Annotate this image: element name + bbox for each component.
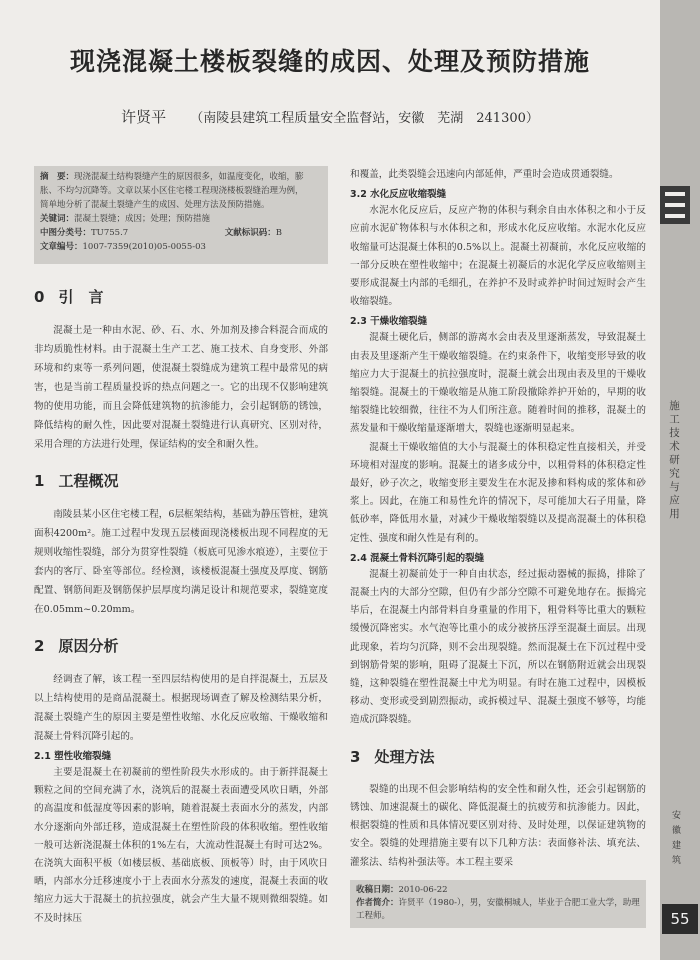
section-heading-2: [34, 635, 328, 656]
clc-value: TU755.7: [91, 228, 129, 238]
doc-code: [225, 226, 282, 240]
section-heading-1: [34, 470, 328, 491]
left-column: [34, 270, 328, 928]
subsection-heading: 2.4 混凝土骨料沉降引起的裂缝: [350, 552, 485, 564]
article-number-line: [40, 240, 322, 254]
paragraph: 混凝土干燥收缩值的大小与混凝土的体积稳定性直接相关，并受环境相对湿度的影响。混凝土的诸多成分中，以粗骨料的体积稳定性最好，砂子次之，收缩变形主要发生在水泥及掺和料构成的浆体和砂浆上。因此，在施工和易性允许的情况下，尽可能加大石子用量，降低砂率，降低用水量，对减少干燥收缩裂缝以及提高混凝土的体积稳定性、强度和耐久性是有利的。: [350, 441, 646, 544]
section-title: 引 言: [58, 288, 104, 306]
author-affiliation: （南陵县建筑工程质量安全监督站，安徽 芜湖 241300）: [190, 111, 539, 126]
section-title: 工程概况: [58, 472, 119, 490]
abstract-label: 摘 要：: [40, 172, 75, 182]
keywords-label: 关键词：: [40, 214, 75, 224]
paragraph: 南陵县某小区住宅楼工程，6层框架结构，基础为静压管桩，建筑面积4200m²。施工过程中发现五层楼面现浇楼板出现不同程度的无规则收缩性裂缝，部分为贯穿性裂缝（板底可见渗水痕迹），主要位于套内的客厅、卧室等部位。经检测，该楼板混凝土强度及厚度、钢筋配置、钢筋间距及钢筋保护层厚度均满足设计和规范要求，裂缝宽度在0.05mm~0.20mm。: [34, 509, 328, 615]
subsection-heading: 2.1 塑性收缩裂缝: [34, 751, 112, 762]
abstract-line-3: 简单地分析了混凝土裂缝产生的成因、处理方法及预防措施。: [40, 200, 270, 210]
author-line: [0, 106, 660, 127]
paragraph: 经调查了解，该工程一至四层结构使用的是自拌混凝土，五层及以上结构使用的是商品混凝土。根据现场调查了解及检测结果分析，混凝土裂缝产生的原因主要是塑性收缩、水化反应收缩、干燥收缩和混凝土骨料沉降引起的。: [34, 674, 328, 742]
section-title: 原因分析: [58, 637, 119, 655]
footnote-box: [350, 880, 646, 928]
article-number-label: 文章编号：: [40, 242, 83, 252]
received-date-line: [356, 884, 640, 897]
paragraph: 混凝土硬化后，侧部的游离水会由表及里逐渐蒸发，导致混凝土由表及里逐渐产生干燥收缩裂缝。在约束条件下，收缩变形导致的收缩应力大于混凝土的抗拉强度时，混凝土就会出现由表及里的干燥收缩裂缝。混凝土的干燥收缩是从施工阶段撤除养护开始的，早期的收缩裂缝比较细微，往往不为人们所注意。随着时间的推移，混凝土的蒸发量和干燥收缩量逐渐增大，裂缝也逐渐明显起来。: [350, 332, 646, 435]
abstract-line-2: 胀、不均匀沉降等。文章以某小区住宅楼工程现浇楼板裂缝治理为例，: [40, 186, 304, 196]
article-title: 现浇混凝土楼板裂缝的成因、处理及预防措施: [69, 47, 590, 76]
paragraph: 主要是混凝土在初凝前的塑性阶段失水形成的。由于新拌混凝土颗粒之间的空间充满了水，浇筑后的混凝土表面遭受风吹日晒，外部的高温度和低湿度等因素的影响，随着混凝土表面水分的蒸发，内部水分逐渐向外部迁移，造成混凝土在塑性阶段的体积收缩。塑性收缩一般可达新浇混凝土体积的1%左右，大流动性混凝土有时可达2%。在浇筑大面积平板（如楼层板、基础底板、顶板等）时，由于风吹日晒，内部水分迁移速度小于上表面水分蒸发的速度，混凝土表面的收缩应力远大于混凝土的抗拉强度，就会产生大量不规则微细裂缝。如不及时抹压: [34, 767, 328, 924]
author-bio: 许贤平（1980-），男，安徽桐城人，毕业于合肥工业大学，助理工程师。: [356, 898, 640, 921]
section-label: 施工技术研究与应用: [668, 400, 680, 522]
section-number: 2: [34, 637, 45, 655]
right-column: [350, 166, 646, 872]
clc-code: [40, 226, 128, 240]
doc-code-label: 文献标识码：: [224, 228, 276, 238]
author-name: 许贤平: [121, 108, 167, 126]
keywords: 混凝土裂缝；成因；处理；预防措施: [74, 214, 211, 224]
abstract-text: 现浇混凝土结构裂缝产生的原因很多，如温度变化，收缩，膨: [74, 172, 304, 182]
abstract-line-1: [40, 170, 322, 184]
received-label: 收稿日期：: [356, 885, 399, 895]
section-heading-3: [350, 746, 646, 767]
paragraph: 裂缝的出现不但会影响结构的安全性和耐久性，还会引起钢筋的锈蚀、加速混凝土的碳化、降低混凝土的抗疲劳和抗渗能力。因此，根据裂缝的性质和具体情况要区别对待、及时处理，以保证建筑物的安全。裂缝的处理措施主要有以下几种方法：表面修补法、填充法、灌浆法、结构补强法等。本工程主要采: [350, 783, 646, 868]
keywords-line: [40, 212, 322, 226]
doc-code-value: B: [275, 228, 282, 238]
section-heading-0: [34, 286, 328, 307]
section-number: 0: [34, 288, 45, 306]
abstract-box: [34, 166, 328, 264]
paragraph: 混凝土初凝前处于一种自由状态，经过振动器械的振捣，排除了混凝土内的大部分空隙，但仍有少部分空隙不可避免地存在。振捣完毕后，在混凝土内部骨料自身重量的作用下，粗骨料等比重大的颗粒缓慢沉降密实。水气泡等比重小的成分被挤压浮至混凝土面层。出现此现象，若均匀沉降，则不会出现裂缝。然而混凝土在下沉过程中受到钢筋骨架的影响，阻碍了混凝土下沉，所以在钢筋附近就会出现裂缝，这种裂缝在塑性混凝土中尤为明显。有时在施工过程中，因模板移动、变形或受到剧烈振动，或拆模过早、混凝土强度不够等，均能造成沉降裂缝。: [350, 568, 646, 726]
section-mark-icon: [660, 186, 690, 224]
subsection-heading: 3.2 水化反应收缩裂缝: [350, 189, 447, 201]
section-number: 3: [350, 747, 361, 766]
author-bio-line: [356, 897, 640, 923]
clc-label: 中图分类号：: [40, 228, 92, 238]
received-date: 2010-06-22: [398, 885, 448, 895]
journal-label: 安徽建筑: [670, 810, 680, 870]
section-number: 1: [34, 472, 45, 490]
section-title: 处理方法: [374, 747, 435, 766]
paragraph: 水泥水化反应后，反应产物的体积与剩余自由水体积之和小于反应前水泥矿物体积与水体积之和，形成水化反应收缩。水泥水化反应收缩量可达混凝土体积的0.5%以上。混凝土初凝前，水化反应收缩的一部分反映在塑性收缩中；在混凝土初凝后的水泥化学反应收缩则主要形成混凝土内部的毛细孔，在养护不及时或养护时间过短时会产生收缩裂缝。: [350, 205, 646, 308]
page-number: 55: [662, 904, 698, 934]
paragraph: 混凝土是一种由水泥、砂、石、水、外加剂及掺合料混合而成的非均质脆性材料。由于混凝土生产工艺、施工技术、自身变形、外部环境和约束等一系列问题，使混凝土裂缝成为建筑工程中最常见的病害，也是当前工程质量投诉的热点问题之一。它的出现不仅影响建筑物的使用功能，而且会降低建筑物的抗渗能力，会引起钢筋的锈蚀，降低结构的耐久性，因此要对混凝土裂缝进行认真研究、区别对待，采用合理的方法进行处理，保证结构的安全和耐久性。: [34, 325, 328, 450]
paragraph: 和覆盖，此类裂缝会迅速向内部延伸，严重时会造成贯通裂缝。: [350, 169, 619, 180]
author-bio-label: 作者简介：: [356, 898, 399, 908]
article-number: 1007-7359(2010)05-0055-03: [82, 242, 206, 252]
subsection-heading: 2.3 干燥收缩裂缝: [350, 316, 428, 328]
classification-line: [40, 226, 322, 240]
